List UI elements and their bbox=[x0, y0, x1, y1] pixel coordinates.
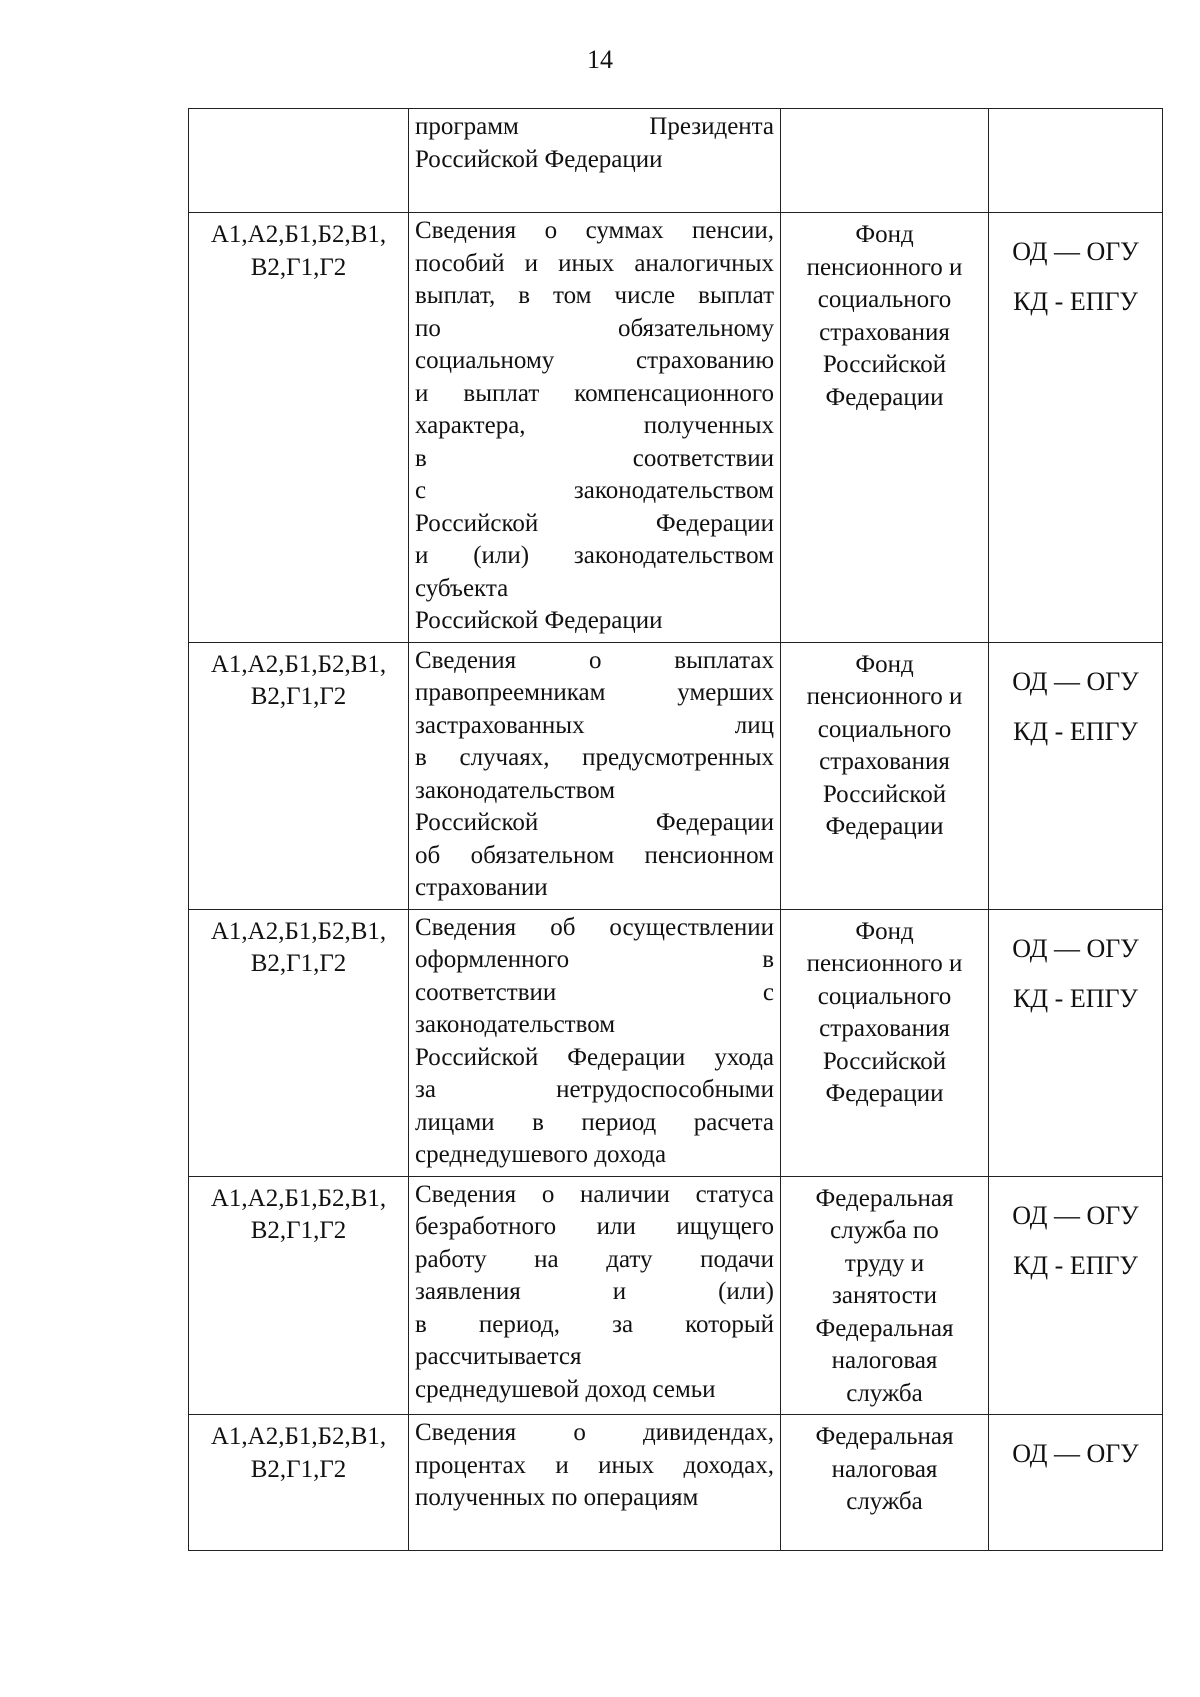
category-codes-cell: А1,А2,Б1,Б2,В1, В2,Г1,Г2 bbox=[189, 909, 409, 1176]
agency-line: налоговая bbox=[831, 1347, 938, 1374]
description-line: в период, за который bbox=[415, 1310, 774, 1338]
description-line: социальному страхованию bbox=[415, 347, 774, 374]
source-agency-cell bbox=[781, 1176, 989, 1415]
description-line: страховании bbox=[415, 874, 548, 901]
access-method-cell bbox=[989, 909, 1163, 1176]
agency-line: страхования bbox=[819, 1015, 950, 1042]
description-line: лицами в период расчета bbox=[415, 1108, 774, 1136]
agency-line: Федерации bbox=[825, 383, 944, 411]
access-method-line: ОД — ОГУ bbox=[1012, 237, 1139, 266]
description-line: процентах и иных доходах, bbox=[415, 1451, 774, 1479]
agency-line: социального bbox=[817, 982, 952, 1010]
description-line: характера, полученных bbox=[415, 412, 774, 439]
access-method-cell bbox=[989, 213, 1163, 643]
agency-line: Российской bbox=[822, 351, 947, 378]
table-row bbox=[189, 909, 1163, 1176]
description-line: пособий и иных аналогичных bbox=[415, 249, 774, 277]
description-cell bbox=[409, 1415, 781, 1551]
agency-line: страхования bbox=[819, 318, 950, 346]
agency-line: служба bbox=[846, 1488, 923, 1515]
data-sources-table bbox=[188, 108, 1163, 1551]
description-line: законодательством bbox=[415, 1011, 616, 1038]
agency-line: Фонд bbox=[855, 917, 914, 945]
description-line: выплат, в том числе выплат bbox=[415, 282, 774, 309]
description-line: субъекта bbox=[415, 574, 509, 602]
description-line: полученных по операциям bbox=[415, 1484, 699, 1511]
agency-line: пенсионного и bbox=[806, 950, 963, 977]
table-row bbox=[189, 642, 1163, 909]
agency-line: Российской bbox=[822, 780, 947, 808]
category-codes-cell bbox=[189, 109, 409, 213]
description-line: заявления и (или) bbox=[415, 1278, 774, 1305]
description-line: в соответствии bbox=[415, 444, 774, 472]
source-agency-cell bbox=[781, 1415, 989, 1551]
agency-line: налоговая bbox=[831, 1455, 938, 1483]
agency-line: Федерации bbox=[825, 1080, 944, 1107]
description-line: среднедушевого дохода bbox=[415, 1141, 667, 1168]
description-cell bbox=[409, 1176, 781, 1415]
description-line: застрахованных лиц bbox=[415, 711, 774, 739]
description-line: и выплат компенсационного bbox=[415, 379, 774, 407]
description-line: Сведения о дивидендах, bbox=[415, 1419, 774, 1446]
source-agency-cell bbox=[781, 909, 989, 1176]
description-line: и (или) законодательством bbox=[415, 542, 774, 569]
agency-line: Фонд bbox=[855, 221, 914, 248]
description-cell bbox=[409, 909, 781, 1176]
description-line: Российской Федерации bbox=[415, 145, 663, 173]
access-method-line: ОД — ОГУ bbox=[1012, 933, 1139, 963]
agency-line: служба bbox=[846, 1379, 923, 1407]
description-line: законодательством bbox=[415, 776, 616, 804]
description-line: безработного или ищущего bbox=[415, 1213, 774, 1240]
source-agency-cell bbox=[781, 213, 989, 643]
description-line: соответствии с bbox=[415, 978, 774, 1006]
agency-line: Фонд bbox=[855, 650, 914, 678]
access-method-line: КД - ЕПГУ bbox=[1013, 983, 1138, 1013]
agency-line: занятости bbox=[832, 1282, 937, 1309]
access-method-line: КД - ЕПГУ bbox=[1013, 287, 1138, 316]
description-line: программ Президента bbox=[415, 113, 774, 140]
access-method-cell bbox=[989, 642, 1163, 909]
access-method-line: ОД — ОГУ bbox=[1012, 1439, 1139, 1468]
agency-line: Федеральная bbox=[815, 1314, 954, 1342]
agency-line: пенсионного и bbox=[806, 253, 963, 281]
description-line: Сведения о наличии статуса bbox=[415, 1180, 774, 1208]
description-line: с законодательством bbox=[415, 477, 774, 504]
agency-line: служба по bbox=[830, 1217, 939, 1244]
description-line: в случаях, предусмотренных bbox=[415, 744, 774, 771]
access-method-cell bbox=[989, 109, 1163, 213]
access-method-line: ОД — ОГУ bbox=[1012, 666, 1139, 696]
table-row bbox=[189, 213, 1163, 643]
page-number: 14 bbox=[587, 45, 613, 74]
description-line: Российской Федерации ухода bbox=[415, 1043, 774, 1071]
agency-line: труду и bbox=[844, 1249, 925, 1277]
description-line: по обязательному bbox=[415, 314, 774, 342]
table-row bbox=[189, 109, 1163, 213]
category-codes-cell: А1,А2,Б1,Б2,В1, В2,Г1,Г2 bbox=[189, 213, 409, 643]
category-codes-cell: А1,А2,Б1,Б2,В1, В2,Г1,Г2 bbox=[189, 642, 409, 909]
access-method-cell bbox=[989, 1176, 1163, 1415]
description-cell bbox=[409, 213, 781, 643]
description-line: работу на дату подачи bbox=[415, 1245, 774, 1273]
agency-line: Российской bbox=[822, 1047, 947, 1075]
table-row bbox=[189, 1415, 1163, 1551]
description-line: за нетрудоспособными bbox=[415, 1076, 774, 1103]
access-method-line: КД - ЕПГУ bbox=[1013, 1250, 1138, 1280]
description-cell bbox=[409, 109, 781, 213]
access-method-cell bbox=[989, 1415, 1163, 1551]
description-cell bbox=[409, 642, 781, 909]
agency-line: социального bbox=[817, 286, 952, 313]
source-agency-cell bbox=[781, 642, 989, 909]
agency-line: Федерации bbox=[825, 813, 944, 840]
description-line: Сведения о суммах пенсии, bbox=[415, 217, 774, 244]
description-line: Сведения об осуществлении bbox=[415, 913, 774, 941]
agency-line: социального bbox=[817, 715, 952, 743]
agency-line: страхования bbox=[819, 748, 950, 775]
description-line: рассчитывается bbox=[415, 1343, 582, 1370]
agency-line: пенсионного и bbox=[806, 683, 963, 710]
description-line: среднедушевой доход семьи bbox=[415, 1375, 716, 1403]
source-agency-cell bbox=[781, 109, 989, 213]
description-line: правопреемникам умерших bbox=[415, 679, 774, 706]
access-method-line: КД - ЕПГУ bbox=[1013, 716, 1138, 746]
description-line: Российской Федерации bbox=[415, 809, 774, 836]
description-line: Российской Федерации bbox=[415, 509, 774, 537]
agency-line: Федеральная bbox=[815, 1184, 954, 1212]
agency-line: Федеральная bbox=[815, 1423, 954, 1450]
table-row bbox=[189, 1176, 1163, 1415]
description-line: об обязательном пенсионном bbox=[415, 841, 774, 869]
description-line: Российской Федерации bbox=[415, 607, 663, 634]
description-line: Сведения о выплатах bbox=[415, 646, 774, 674]
category-codes-cell: А1,А2,Б1,Б2,В1, В2,Г1,Г2 bbox=[189, 1415, 409, 1551]
access-method-line: ОД — ОГУ bbox=[1012, 1200, 1139, 1230]
category-codes-cell: А1,А2,Б1,Б2,В1, В2,Г1,Г2 bbox=[189, 1176, 409, 1415]
description-line: оформленного в bbox=[415, 946, 774, 973]
